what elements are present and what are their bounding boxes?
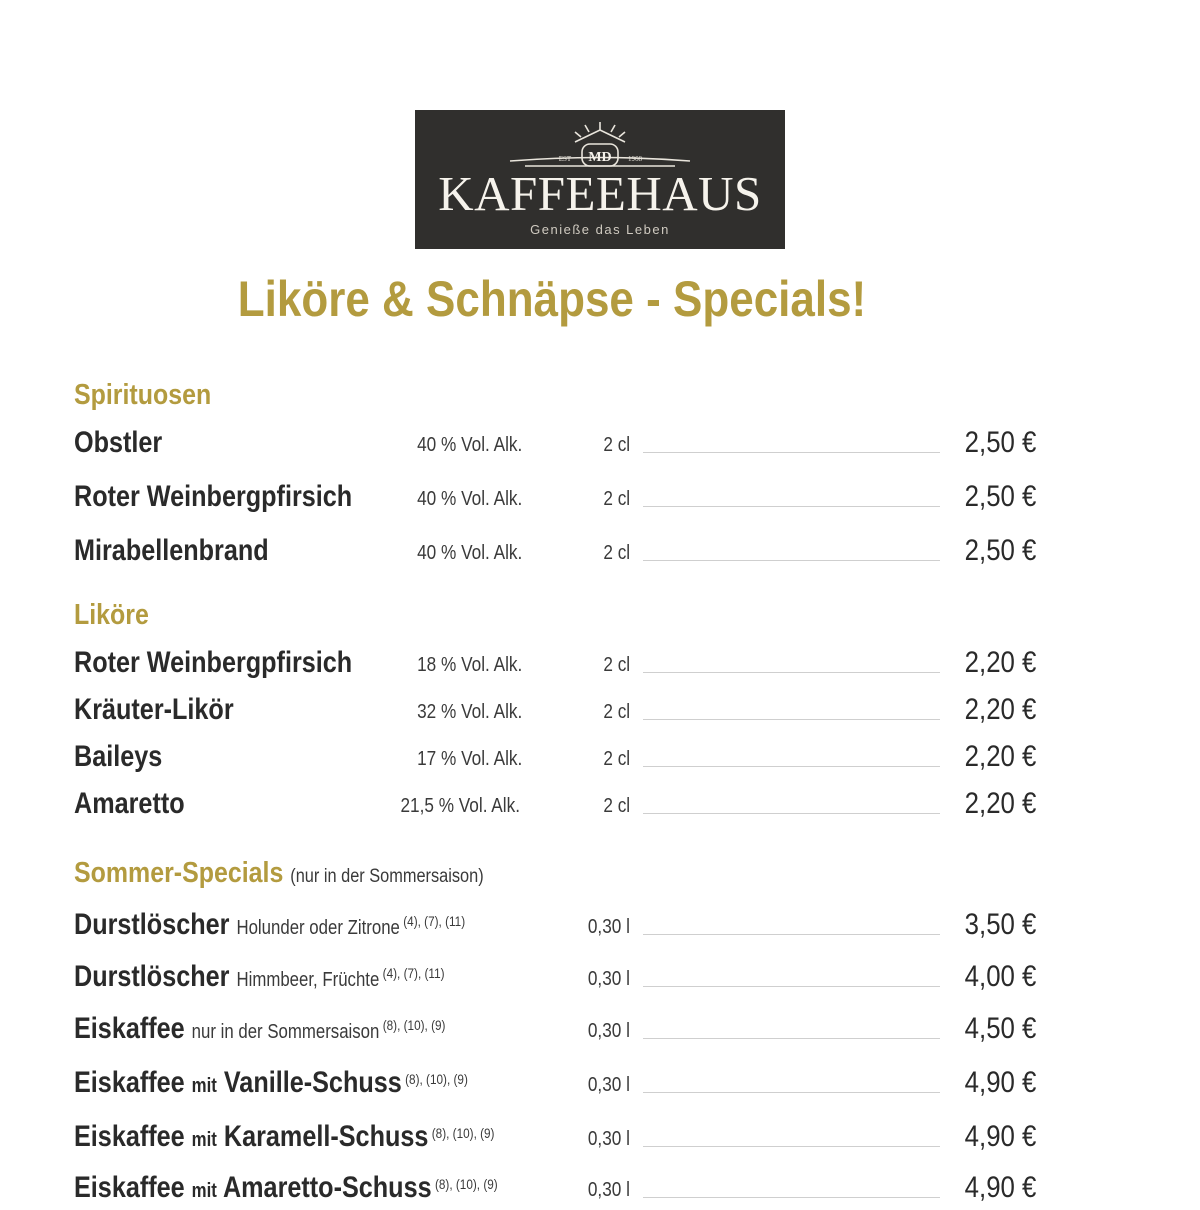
item-volume: 0,30 l xyxy=(587,1020,630,1042)
item-volume: 2 cl xyxy=(603,654,630,676)
item-price: 2,50 € xyxy=(964,426,1036,459)
item-alcohol: 40 % Vol. Alk. xyxy=(416,542,522,564)
section-heading-sommer-specials: Sommer-Specials (nur in der Sommersaison) xyxy=(74,857,484,889)
item-volume: 2 cl xyxy=(603,434,630,456)
item-alcohol: 17 % Vol. Alk. xyxy=(416,748,522,770)
item-flavor: Amaretto-Schuss xyxy=(222,1171,432,1204)
item-alcohol: 40 % Vol. Alk. xyxy=(416,488,522,510)
item-volume: 0,30 l xyxy=(587,1128,630,1150)
item-volume: 0,30 l xyxy=(587,1074,630,1096)
item-price: 2,20 € xyxy=(964,693,1036,726)
item-allergens: (8), (10), (9) xyxy=(431,1125,495,1141)
menu-item xyxy=(0,1011,1200,1051)
item-volume: 0,30 l xyxy=(587,916,630,938)
item-allergens: (4), (7), (11) xyxy=(403,913,466,929)
item-volume: 2 cl xyxy=(603,701,630,723)
dotted-leader xyxy=(643,1038,940,1039)
item-name: Eiskaffee mit Karamell-Schuss $^{(8), (10), (9)}$ xyxy=(74,1120,495,1153)
item-allergens: (4), (7), (11) xyxy=(382,965,445,981)
item-price: 2,20 € xyxy=(964,740,1036,773)
item-name: Roter Weinbergpfirsich xyxy=(74,480,353,513)
item-description: Holunder oder Zitrone xyxy=(236,917,400,939)
item-name: Durstlöscher Holunder oder Zitrone $^{(4), (7), (11)}$ xyxy=(74,908,466,941)
dotted-leader xyxy=(643,560,940,561)
page-title: Liköre & Schnäpse - Specials! xyxy=(237,271,867,327)
item-flavor: Vanille-Schuss xyxy=(223,1066,402,1099)
item-name: Roter Weinbergpfirsich xyxy=(74,646,353,679)
item-name: Eiskaffee mit Vanille-Schuss $^{(8), (10), (9)}$ xyxy=(74,1066,468,1099)
item-alcohol: 18 % Vol. Alk. xyxy=(416,654,522,676)
item-volume: 0,30 l xyxy=(587,968,630,990)
menu-item xyxy=(0,1065,1200,1105)
dotted-leader xyxy=(643,813,940,814)
item-name: Kräuter-Likör xyxy=(74,693,234,726)
menu-item xyxy=(0,1170,1200,1210)
logo-est-right: 1968 xyxy=(628,155,642,163)
dotted-leader xyxy=(643,934,940,935)
item-flavor: Karamell-Schuss xyxy=(223,1120,429,1153)
item-price: 2,20 € xyxy=(964,787,1036,820)
menu-item xyxy=(0,425,1200,465)
item-name: Eiskaffee mit Amaretto-Schuss $^{(8), (10), (9)}$ xyxy=(74,1171,498,1204)
section-note: (nur in der Sommersaison) xyxy=(290,866,484,887)
item-alcohol: 21,5 % Vol. Alk. xyxy=(400,795,520,817)
item-name: Amaretto xyxy=(74,787,185,820)
item-allergens: (8), (10), (9) xyxy=(434,1176,498,1192)
item-allergens: (8), (10), (9) xyxy=(405,1071,468,1087)
menu-item xyxy=(0,533,1200,573)
item-volume: 2 cl xyxy=(603,542,630,564)
item-volume: 2 cl xyxy=(603,748,630,770)
item-name: Mirabellenbrand xyxy=(74,534,269,567)
item-price: 2,50 € xyxy=(964,534,1036,567)
dotted-leader xyxy=(643,452,940,453)
item-connector: mit xyxy=(191,1129,217,1151)
dotted-leader xyxy=(643,672,940,673)
dotted-leader xyxy=(643,1146,940,1147)
dotted-leader xyxy=(643,1092,940,1093)
item-price: 4,90 € xyxy=(964,1171,1036,1204)
item-allergens: (8), (10), (9) xyxy=(382,1017,446,1033)
item-volume: 0,30 l xyxy=(587,1179,630,1201)
logo-tagline: Genieße das Leben xyxy=(530,222,670,237)
item-price: 4,90 € xyxy=(964,1120,1036,1153)
section-heading-likoere: Liköre xyxy=(74,599,149,631)
item-price: 4,00 € xyxy=(964,960,1036,993)
item-price: 2,50 € xyxy=(964,480,1036,513)
item-price: 4,50 € xyxy=(964,1012,1036,1045)
item-price: 3,50 € xyxy=(964,908,1036,941)
item-connector: mit xyxy=(191,1075,217,1097)
menu-item xyxy=(0,739,1200,779)
item-price: 2,20 € xyxy=(964,646,1036,679)
item-volume: 2 cl xyxy=(603,795,630,817)
item-description: Himmbeer, Früchte xyxy=(236,969,380,991)
item-volume: 2 cl xyxy=(603,488,630,510)
item-name: Durstlöscher Himmbeer, Früchte $^{(4), (7), (11)}$ xyxy=(74,960,445,993)
kaffeehaus-logo xyxy=(415,110,785,249)
dotted-leader xyxy=(643,766,940,767)
dotted-leader xyxy=(643,1197,940,1198)
dotted-leader xyxy=(643,506,940,507)
menu-item xyxy=(0,959,1200,999)
logo-title: KAFFEEHAUS xyxy=(438,166,762,221)
menu-item xyxy=(0,907,1200,947)
section-heading-spirituosen: Spirituosen xyxy=(74,379,212,411)
menu-item xyxy=(0,786,1200,826)
logo-emblem: MD xyxy=(588,150,612,165)
menu-item xyxy=(0,479,1200,519)
dotted-leader xyxy=(643,986,940,987)
dotted-leader xyxy=(643,719,940,720)
logo-est-left: EST xyxy=(558,155,572,163)
menu-item xyxy=(0,692,1200,732)
item-price: 4,90 € xyxy=(964,1066,1036,1099)
item-alcohol: 32 % Vol. Alk. xyxy=(416,701,522,723)
item-name: Baileys xyxy=(74,740,163,773)
menu-item xyxy=(0,645,1200,685)
item-description: nur in der Sommersaison xyxy=(191,1021,380,1043)
menu-item xyxy=(0,1119,1200,1159)
item-alcohol: 40 % Vol. Alk. xyxy=(416,434,522,456)
item-connector: mit xyxy=(191,1180,217,1202)
item-name: Obstler xyxy=(74,426,163,459)
item-name: Eiskaffee nur in der Sommersaison $^{(8), (10), (9)}$ xyxy=(74,1012,446,1045)
